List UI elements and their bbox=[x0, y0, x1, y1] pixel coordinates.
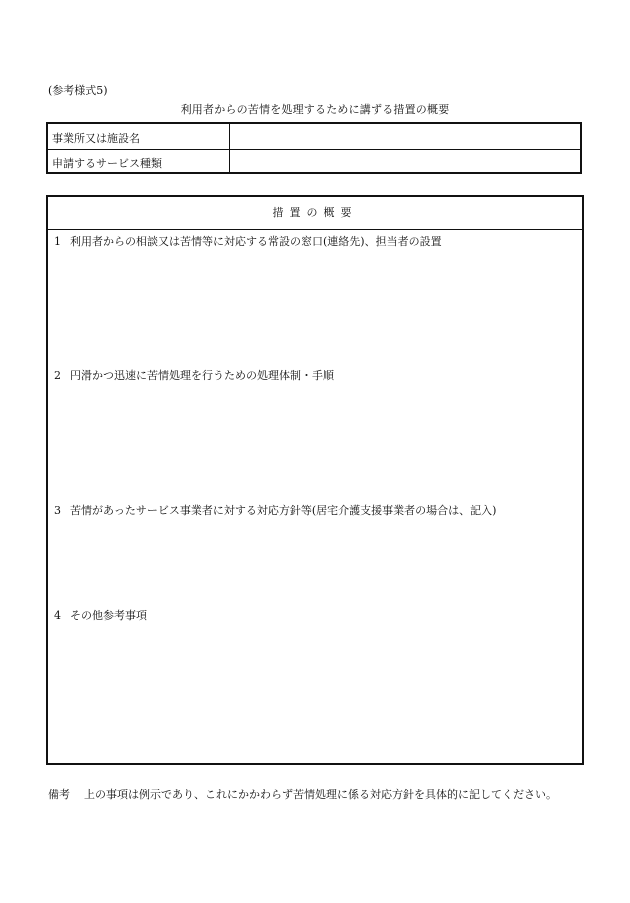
facility-name-label: 事業所又は施設名 bbox=[52, 132, 140, 145]
measure-number: 3 bbox=[54, 504, 61, 517]
remarks-label: 備考 bbox=[48, 788, 70, 801]
measure-item bbox=[54, 502, 496, 518]
measure-number: 4 bbox=[54, 609, 61, 622]
measure-item bbox=[54, 607, 147, 623]
form-label: (参考様式5) bbox=[48, 84, 108, 97]
measure-text: 円滑かつ迅速に苦情処理を行うための処理体制・手順 bbox=[70, 369, 334, 382]
measure-item bbox=[54, 233, 442, 249]
document-title: 利用者からの苦情を処理するために講ずる措置の概要 bbox=[180, 103, 450, 116]
measure-item bbox=[54, 367, 334, 383]
service-type-label: 申請するサービス種類 bbox=[52, 157, 162, 170]
remarks bbox=[48, 786, 557, 802]
measures-box bbox=[46, 195, 584, 765]
measure-text: 苦情があったサービス事業者に対する対応方針等(居宅介護支援事業者の場合は、記入) bbox=[70, 504, 497, 517]
info-table bbox=[46, 122, 582, 174]
measure-number: 2 bbox=[54, 369, 61, 382]
measure-number: 1 bbox=[54, 235, 61, 248]
measure-text: 利用者からの相談又は苦情等に対応する常設の窓口(連絡先)、担当者の設置 bbox=[70, 235, 442, 248]
info-row-facility bbox=[48, 124, 580, 150]
remarks-text: 上の事項は例示であり、これにかかわらず苦情処理に係る対応方針を具体的に記してください。 bbox=[84, 788, 557, 801]
measure-text: その他参考事項 bbox=[70, 609, 147, 622]
measures-header: 措置の概要 bbox=[48, 197, 582, 230]
info-row-service bbox=[48, 149, 580, 174]
facility-name-field[interactable] bbox=[229, 124, 580, 149]
service-type-field[interactable] bbox=[229, 149, 580, 174]
